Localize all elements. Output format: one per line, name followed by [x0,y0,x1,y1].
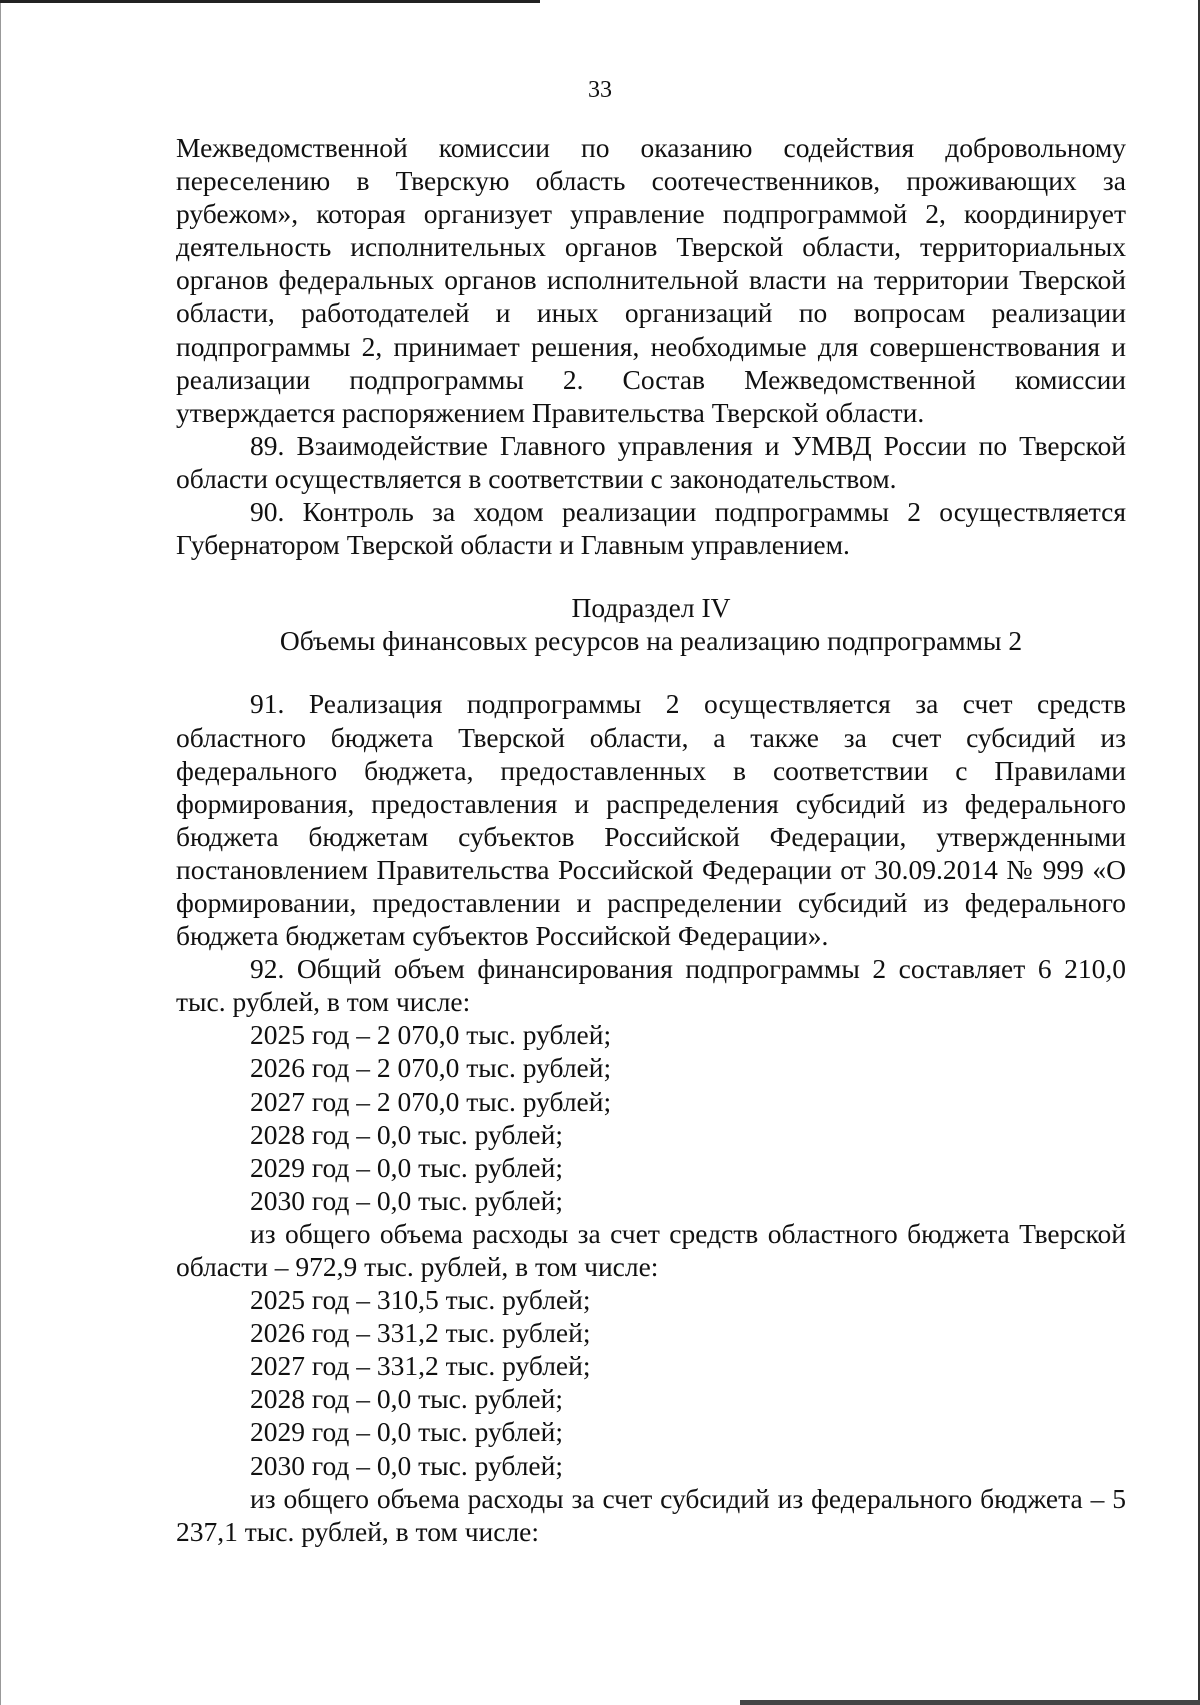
total-year-2030: 2030 год – 0,0 тыс. рублей; [250,1184,563,1216]
scan-bottom-line [740,1700,1200,1705]
page-number: 33 [588,77,612,103]
regional-year-2029: 2029 год – 0,0 тыс. рублей; [250,1416,563,1448]
document-body [176,131,1126,1548]
regional-year-2030: 2030 год – 0,0 тыс. рублей; [250,1449,563,1481]
regional-year-2025: 2025 год – 310,5 тыс. рублей; [250,1284,591,1316]
paragraph-regional-budget: из общего объема расходы за счет средств областного бюджета Тверской области – 972,9 тыс. рублей, в том числе: [176,1217,1126,1282]
paragraph-91: 91. Реализация подпрограммы 2 осуществляется за счет средств областного бюджета Тверской области, а также за счет субсидий из федерального бюджета, предоставленных в соответствии с Правилами формирования, предоставления и распределения субсидий из федерального бюджета бюджетам субъектов Российской Федерации, утвержденными постановлением Правительства Российской Федерации от 30.09.2014 № 999 «О формировании, предоставлении и распределении субсидий из федерального бюджета бюджетам субъектов Российской Федерации». [176,688,1126,952]
section-spacer [176,657,1126,687]
paragraph-92: 92. Общий объем финансирования подпрограммы 2 составляет 6 210,0 тыс. рублей, в том числе: [176,953,1126,1018]
total-year-2026: 2026 год – 2 070,0 тыс. рублей; [250,1052,612,1084]
paragraph-90: 90. Контроль за ходом реализации подпрограммы 2 осуществляется Губернатором Тверской области и Главным управлением. [176,496,1126,561]
paragraph-intro: Межведомственной комиссии по оказанию содействия добровольному переселению в Тверскую область соотечественников, проживающих за рубежом», которая организует управление подпрограммой 2, координирует деятельность исполнительных органов Тверской области, территориальных органов федеральных органов исполнительной власти на территории Тверской области, работодателей и иных организаций по вопросам реализации подпрограммы 2, принимает решения, необходимые для совершенствования и реализации подпрограммы 2. Состав Межведомственной комиссии утверждается распоряжением Правительства Тверской области. [176,132,1126,428]
paragraph-federal-budget: из общего объема расходы за счет субсидий из федерального бюджета – 5 237,1 тыс. рублей, в том числе: [176,1482,1126,1547]
regional-year-2027: 2027 год – 331,2 тыс. рублей; [250,1350,591,1382]
total-year-2028: 2028 год – 0,0 тыс. рублей; [250,1118,563,1150]
total-year-2025: 2025 год – 2 070,0 тыс. рублей; [250,1019,612,1051]
scan-top-line [0,0,540,3]
total-year-2027: 2027 год – 2 070,0 тыс. рублей; [250,1085,612,1117]
regional-year-2026: 2026 год – 331,2 тыс. рублей; [250,1317,591,1349]
subsection-title: Подраздел IV [571,592,731,624]
scan-edge-left [0,0,1,1705]
regional-year-2028: 2028 год – 0,0 тыс. рублей; [250,1383,563,1415]
subsection-heading: Объемы финансовых ресурсов на реализацию подпрограммы 2 [279,625,1023,657]
section-spacer [176,561,1126,591]
paragraph-89: 89. Взаимодействие Главного управления и УМВД России по Тверской области осуществляется в соответствии с законодательством. [176,429,1126,494]
total-year-2029: 2029 год – 0,0 тыс. рублей; [250,1151,563,1183]
